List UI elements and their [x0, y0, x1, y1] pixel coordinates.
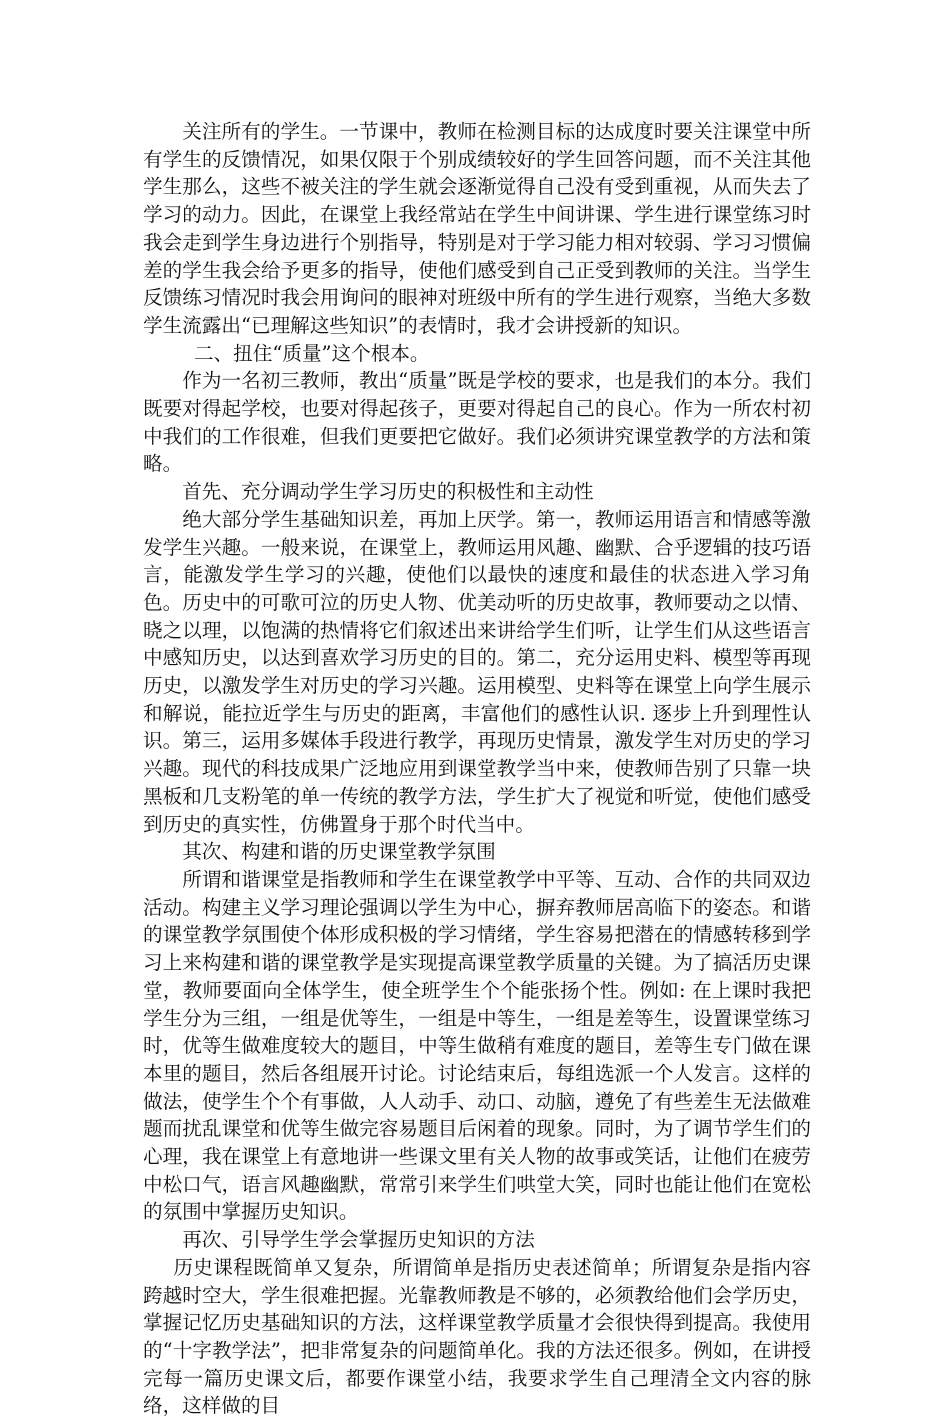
- body-paragraph: 历史课程既简单又复杂，所谓简单是指历史表述简单；所谓复杂是指内容跨越时空大，学生很难把握。光靠教师教是不够的，必须教给他们会学历史，掌握记忆历史基础知识的方法，这样课堂教学质量才会很快得到提高。我使用的“十字教学法”，把非常复杂的问题简单化。我的方法还很多。例如，在讲授完每一篇历史课文后，都要作课堂小结，我要求学生自己理清全文内容的脉络，这样做的目: [143, 1255, 811, 1418]
- body-paragraph: 关注所有的学生。一节课中，教师在检测目标的达成度时要关注课堂中所有学生的反馈情况，如果仅限于个别成绩较好的学生回答问题，而不关注其他学生那么，这些不被关注的学生就会逐渐觉得自己没有受到重视，从而失去了学习的动力。因此，在课堂上我经常站在学生中间讲课、学生进行课堂练习时我会走到学生身边进行个别指导，特别是对于学习能力相对较弱、学习习惯偏差的学生我会给予更多的指导，使他们感受到自己正受到教师的关注。当学生反馈练习情况时我会用询问的眼神对班级中所有的学生进行观察，当绝大多数学生流露出“已理解这些知识”的表情时，我才会讲授新的知识。: [143, 120, 811, 337]
- body-paragraph: 作为一名初三教师，教出“质量”既是学校的要求，也是我们的本分。我们既要对得起学校，也要对得起孩子，更要对得起自己的良心。作为一所农村初中我们的工作很难，但我们更要把它做好。我们必须讲究课堂教学的方法和策略。: [143, 369, 811, 476]
- subsection-heading: 再次、引导学生学会掌握历史知识的方法: [182, 1228, 535, 1252]
- subsection-heading: 首先、充分调动学生学习历史的积极性和主动性: [182, 480, 594, 504]
- body-paragraph: 绝大部分学生基础知识差，再加上厌学。第一，教师运用语言和情感等激发学生兴趣。一般来说，在课堂上，教师运用风趣、幽默、合乎逻辑的技巧语言，能激发学生学习的兴趣，使他们以最快的速度和最佳的状态进入学习角色。历史中的可歌可泣的历史人物、优美动听的历史故事，教师要动之以情、晓之以理，以饱满的热情将它们叙述出来讲给学生们听，让学生们从这些语言中感知历史，以达到喜欢学习历史的目的。第二，充分运用史料、模型等再现历史，以激发学生对历史的学习兴趣。运用模型、史料等在课堂上向学生展示和解说，能拉近学生与历史的距离，丰富他们的感性认识. 逐步上升到理性认识。第三，运用多媒体手段进行教学，再现历史情景，激发学生对历史的学习兴趣。现代的科技成果广泛地应用到课堂教学当中来，使教师告别了只靠一块黑板和几支粉笔的单一传统的教学方法，学生扩大了视觉和听觉，使他们感受到历史的真实性，仿佛置身于那个时代当中。: [143, 507, 811, 836]
- subsection-heading: 其次、构建和谐的历史课堂教学氛围: [182, 840, 496, 864]
- section-heading: 二、扭住“质量”这个根本。: [193, 341, 430, 365]
- document-page: [143, 118, 811, 1420]
- body-paragraph: 所谓和谐课堂是指教师和学生在课堂教学中平等、互动、合作的共同双边活动。构建主义学习理论强调以学生为中心，摒弃教师居高临下的姿态。和谐的课堂教学氛围使个体形成积极的学习情绪，学生容易把潜在的情感转移到学习上来构建和谐的课堂教学是实现提高课堂教学质量的关键。为了搞活历史课堂，教师要面向全体学生，使全班学生个个能张扬个性。例如: 在上课时我把学生分为三组，一组是优等生，一组是中等生，一组是差等生，设置课堂练习时，优等生做难度较大的题目，中等生做稍有难度的题目，差等生专门做在课本里的题目，然后各组展开讨论。讨论结束后，每组选派一个人发言。这样的做法，使学生个个有事做，人人动手、动口、动脑，遵免了有些差生无法做难题而扰乱课堂和优等生做完容易题目后闲着的现象。同时，为了调节学生们的心理，我在课堂上有意地讲一些课文里有关人物的故事或笑话，让他们在疲劳中松口气，语言风趣幽默，常常引来学生们哄堂大笑，同时也能让他们在宽松的氛围中掌握历史知识。: [143, 867, 811, 1224]
